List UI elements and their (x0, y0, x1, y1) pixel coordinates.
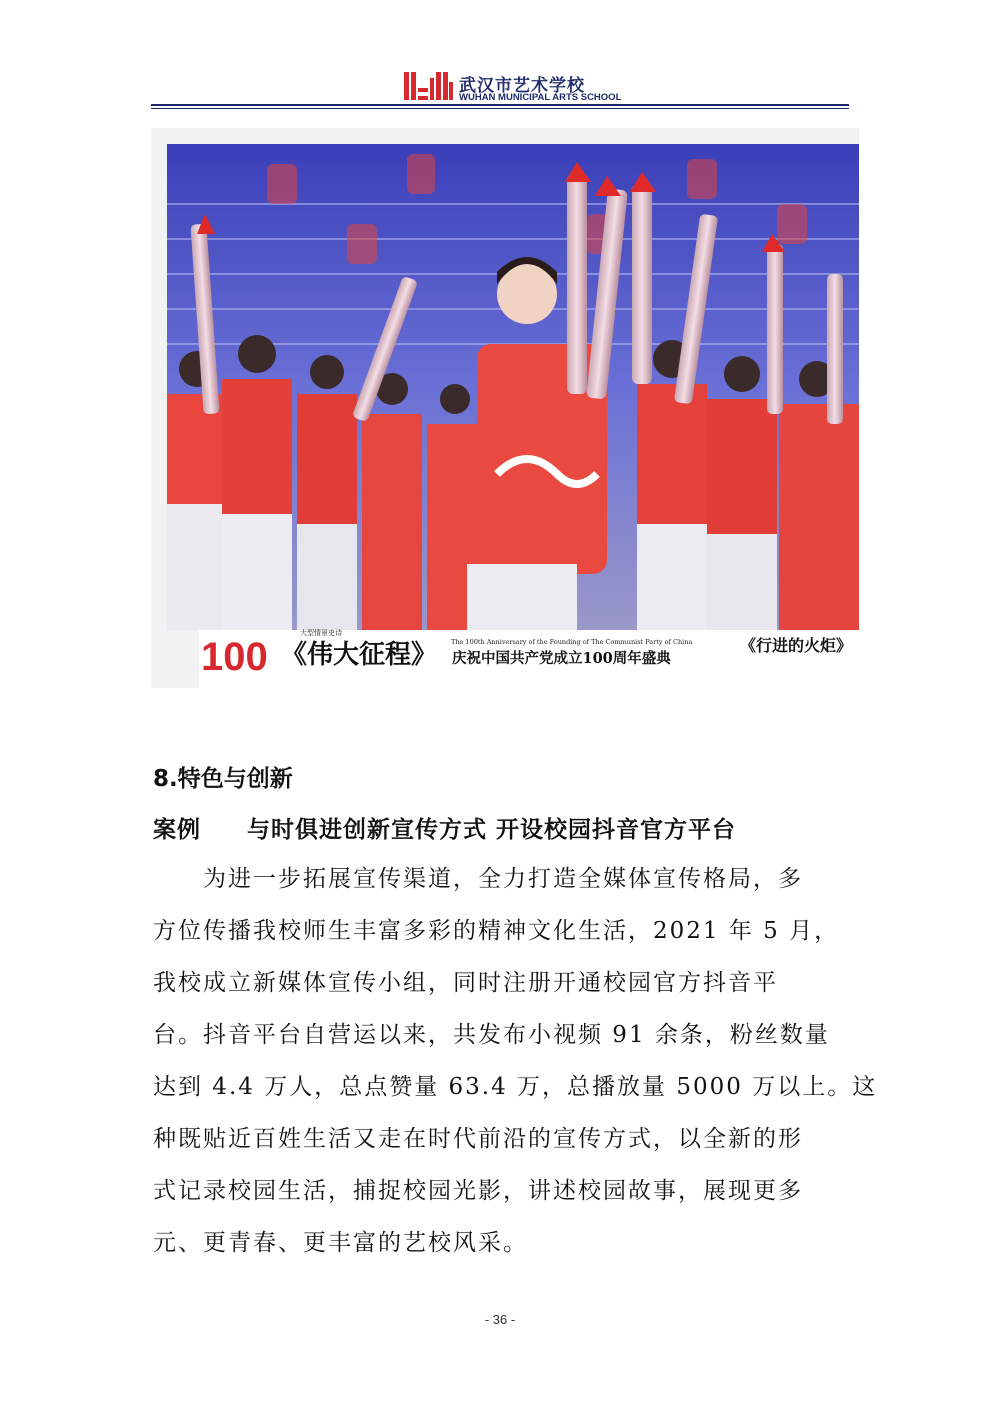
body-line: 为进一步拓展宣传渠道，全力打造全媒体宣传格局，多 (153, 866, 803, 892)
torch-ceremony-photo (167, 144, 859, 630)
school-name-en: WUHAN MUNICIPAL ARTS SCHOOL (459, 92, 622, 103)
caption-chinese: 庆祝中国共产党成立100周年盛典 (452, 650, 671, 667)
header-rule (151, 104, 849, 106)
body-line: 台。抖音平台自营运以来，共发布小视频 91 余条，粉丝数量 (153, 1022, 830, 1048)
body-line: 元、更青春、更丰富的艺校风采。 (153, 1230, 528, 1256)
body-line: 达到 4.4 万人，总点赞量 63.4 万，总播放量 5000 万以上。这 (153, 1074, 878, 1100)
body-line: 种既贴近百姓生活又走在时代前沿的宣传方式，以全新的形 (153, 1126, 803, 1152)
caption-tag: 大型情景史诗 (300, 629, 342, 637)
photo-frame (151, 128, 859, 688)
header-rule-thin (151, 108, 849, 109)
body-line: 式记录校园生活，捕捉校园光影，讲述校园故事，展现更多 (153, 1178, 803, 1204)
school-name-cn: 武汉市艺术学校 (459, 76, 585, 96)
caption-right-title: 《行进的火炬》 (740, 636, 853, 655)
section-heading: 8.特色与创新 (153, 766, 293, 792)
page-number: - 36 - (484, 1312, 516, 1327)
caption-title: 《伟大征程》 (281, 640, 438, 670)
case-label: 案例 (153, 817, 201, 843)
body-line: 我校成立新媒体宣传小组，同时注册开通校园官方抖音平 (153, 970, 778, 996)
caption-english: The 100th Anniversary of the Founding of The Communist Party of China (451, 638, 693, 646)
school-logo-icon (404, 70, 454, 102)
body-line: 方位传播我校师生丰富多彩的精神文化生活，2021 年 5 月， (153, 918, 840, 944)
case-heading (153, 811, 736, 844)
case-title: 与时俱进创新宣传方式 开设校园抖音官方平台 (247, 817, 737, 843)
emblem-100-icon: 100 (201, 635, 268, 679)
